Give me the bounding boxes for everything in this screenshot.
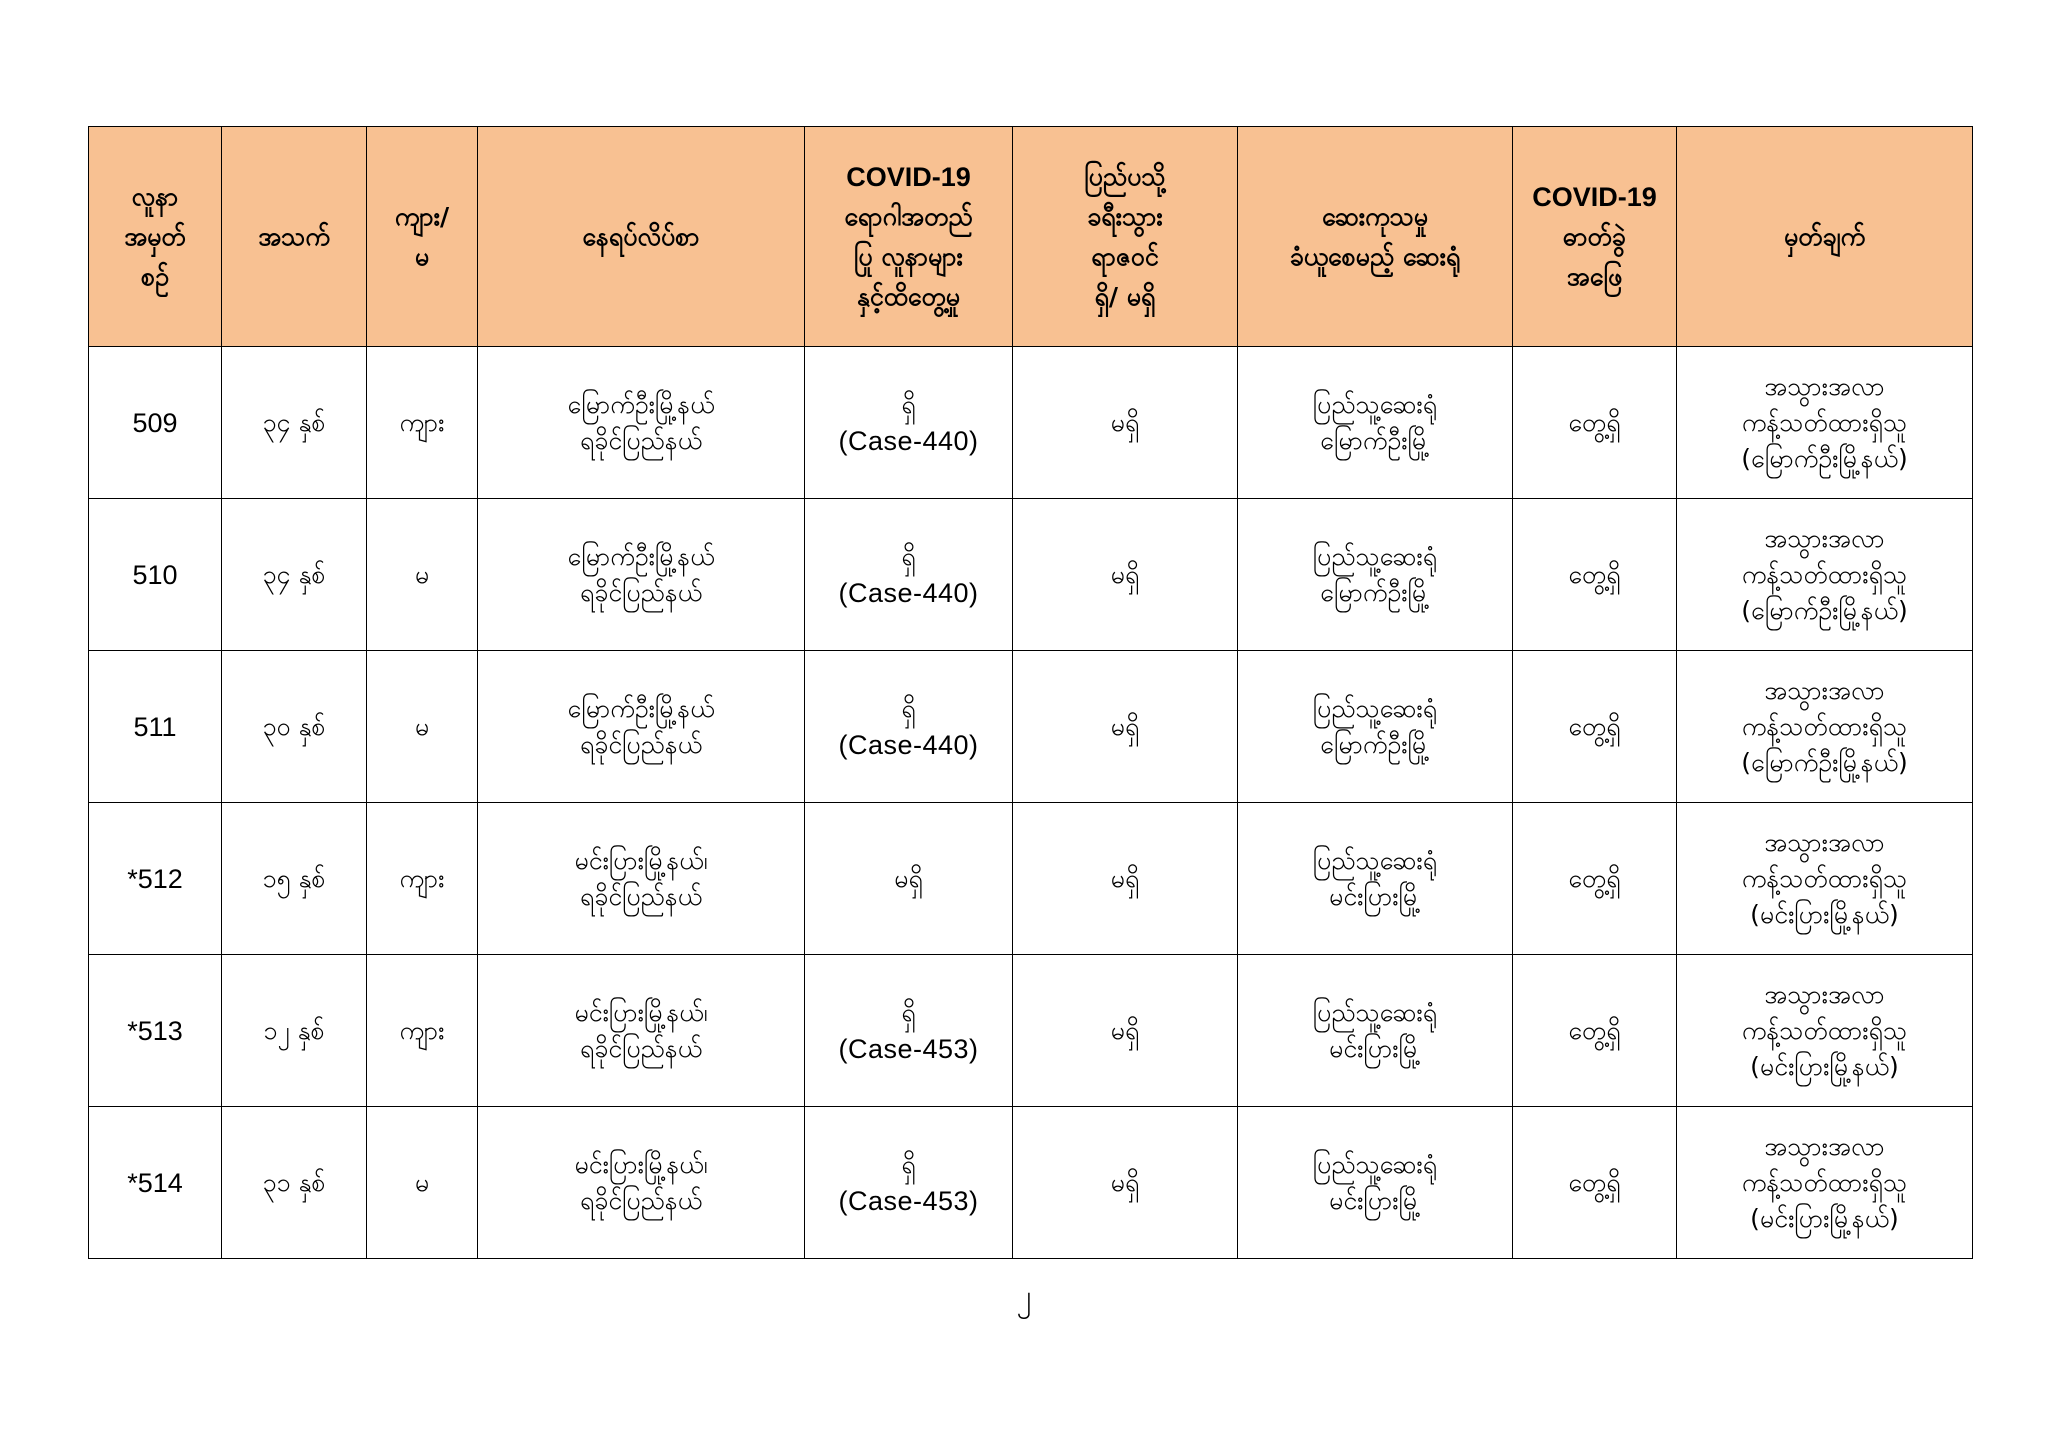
cell-address: မင်းပြားမြို့နယ်၊ ရခိုင်ပြည်နယ် (478, 1107, 805, 1259)
page-number: ၂ (1016, 1279, 1032, 1314)
cell-travel: မရှိ (1013, 499, 1238, 651)
cell-address: မင်းပြားမြို့နယ်၊ ရခိုင်ပြည်နယ် (478, 803, 805, 955)
header-test-result: COVID-19 ဓာတ်ခွဲ အဖြေ (1513, 127, 1677, 347)
cell-age: ၁၂ နှစ် (222, 955, 367, 1107)
cell-contact: ရှိ (Case-453) (805, 1107, 1013, 1259)
table-header (89, 127, 1973, 347)
cell-result: တွေ့ရှိ (1513, 499, 1677, 651)
cell-address: မြောက်ဦးမြို့နယ် ရခိုင်ပြည်နယ် (478, 499, 805, 651)
table-row (89, 955, 1973, 1107)
cell-remarks: အသွားအလာ ကန့်သတ်ထားရှိသူ (မင်းပြားမြို့နယ်) (1677, 1107, 1973, 1259)
cell-remarks: အသွားအလာ ကန့်သတ်ထားရှိသူ (မြောက်ဦးမြို့နယ်) (1677, 651, 1973, 803)
header-row (89, 127, 1973, 347)
cell-hospital: ပြည်သူ့ဆေးရုံ မြောက်ဦးမြို့ (1238, 499, 1513, 651)
table-row (89, 347, 1973, 499)
cell-result: တွေ့ရှိ (1513, 347, 1677, 499)
cell-hospital: ပြည်သူ့ဆေးရုံ မင်းပြားမြို့ (1238, 803, 1513, 955)
cell-remarks: အသွားအလာ ကန့်သတ်ထားရှိသူ (မြောက်ဦးမြို့နယ်) (1677, 347, 1973, 499)
cell-patient-no: 511 (89, 651, 222, 803)
table-row (89, 803, 1973, 955)
cell-travel: မရှိ (1013, 955, 1238, 1107)
cell-sex: မ (367, 499, 478, 651)
cell-contact: ရှိ (Case-440) (805, 347, 1013, 499)
cell-patient-no: *514 (89, 1107, 222, 1259)
cell-sex: မ (367, 651, 478, 803)
cell-hospital: ပြည်သူ့ဆေးရုံ မြောက်ဦးမြို့ (1238, 651, 1513, 803)
cell-sex: မ (367, 1107, 478, 1259)
cell-hospital: ပြည်သူ့ဆေးရုံ မြောက်ဦးမြို့ (1238, 347, 1513, 499)
header-hospital: ဆေးကုသမှု ခံယူစေမည့် ဆေးရုံ (1238, 127, 1513, 347)
cell-sex: ကျား (367, 347, 478, 499)
cell-address: မင်းပြားမြို့နယ်၊ ရခိုင်ပြည်နယ် (478, 955, 805, 1107)
cell-hospital: ပြည်သူ့ဆေးရုံ မင်းပြားမြို့ (1238, 955, 1513, 1107)
cell-address: မြောက်ဦးမြို့နယ် ရခိုင်ပြည်နယ် (478, 651, 805, 803)
header-patient-no: လူနာ အမှတ် စဉ် (89, 127, 222, 347)
cell-age: ၃၄ နှစ် (222, 347, 367, 499)
cell-travel: မရှိ (1013, 651, 1238, 803)
cell-patient-no: *512 (89, 803, 222, 955)
cell-contact: ရှိ (Case-453) (805, 955, 1013, 1107)
header-contact: COVID-19 ရောဂါအတည် ပြု လူနာများ နှင့်ထိတွေ့မှု (805, 127, 1013, 347)
covid-cases-table (88, 126, 1973, 1259)
cell-remarks: အသွားအလာ ကန့်သတ်ထားရှိသူ (မင်းပြားမြို့နယ်) (1677, 803, 1973, 955)
cell-patient-no: 510 (89, 499, 222, 651)
cell-patient-no: *513 (89, 955, 222, 1107)
cell-contact: ရှိ (Case-440) (805, 651, 1013, 803)
cell-age: ၃၄ နှစ် (222, 499, 367, 651)
cell-age: ၃၁ နှစ် (222, 1107, 367, 1259)
table-body (89, 347, 1973, 1259)
table-row (89, 651, 1973, 803)
header-sex: ကျား/ မ (367, 127, 478, 347)
cell-remarks: အသွားအလာ ကန့်သတ်ထားရှိသူ (မင်းပြားမြို့နယ်) (1677, 955, 1973, 1107)
cell-age: ၁၅ နှစ် (222, 803, 367, 955)
cell-patient-no: 509 (89, 347, 222, 499)
cell-sex: ကျား (367, 955, 478, 1107)
cell-age: ၃၀ နှစ် (222, 651, 367, 803)
cell-address: မြောက်ဦးမြို့နယ် ရခိုင်ပြည်နယ် (478, 347, 805, 499)
cell-hospital: ပြည်သူ့ဆေးရုံ မင်းပြားမြို့ (1238, 1107, 1513, 1259)
header-address: နေရပ်လိပ်စာ (478, 127, 805, 347)
header-remarks: မှတ်ချက် (1677, 127, 1973, 347)
cell-contact: မရှိ (805, 803, 1013, 955)
cell-result: တွေ့ရှိ (1513, 955, 1677, 1107)
cell-sex: ကျား (367, 803, 478, 955)
table-row (89, 499, 1973, 651)
header-travel: ပြည်ပသို့ ခရီးသွား ရာဇဝင် ရှိ/ မရှိ (1013, 127, 1238, 347)
cell-remarks: အသွားအလာ ကန့်သတ်ထားရှိသူ (မြောက်ဦးမြို့နယ်) (1677, 499, 1973, 651)
cell-contact: ရှိ (Case-440) (805, 499, 1013, 651)
header-age: အသက် (222, 127, 367, 347)
cell-result: တွေ့ရှိ (1513, 1107, 1677, 1259)
cell-travel: မရှိ (1013, 803, 1238, 955)
cell-travel: မရှိ (1013, 1107, 1238, 1259)
cell-result: တွေ့ရှိ (1513, 803, 1677, 955)
table-row (89, 1107, 1973, 1259)
cell-result: တွေ့ရှိ (1513, 651, 1677, 803)
cell-travel: မရှိ (1013, 347, 1238, 499)
